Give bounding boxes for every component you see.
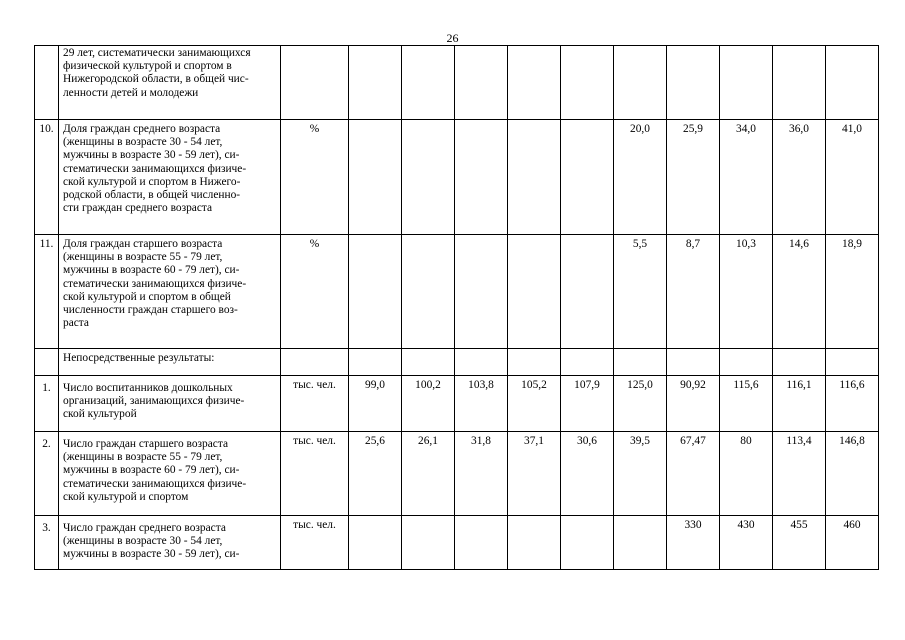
row-description: Число воспитанников дошкольных организаций, занимающихся физиче- ской культурой xyxy=(59,376,281,432)
value-cell xyxy=(773,46,826,120)
row-unit: тыс. чел. xyxy=(281,432,349,516)
row-unit xyxy=(281,349,349,376)
value-cell: 116,1 xyxy=(773,376,826,432)
value-cell xyxy=(455,46,508,120)
value-cell xyxy=(826,349,879,376)
value-cell xyxy=(402,235,455,349)
value-cell: 31,8 xyxy=(455,432,508,516)
row-number: 3. xyxy=(35,516,59,570)
row-description: Число граждан старшего возраста (женщины в возрасте 55 - 79 лет, мужчины в возрасте 60 - 79 лет), си- стематически занимающихся физиче- ской культурой и спортом xyxy=(59,432,281,516)
table-row xyxy=(35,349,879,376)
value-cell xyxy=(349,235,402,349)
value-cell xyxy=(508,46,561,120)
value-cell xyxy=(561,349,614,376)
value-cell: 116,6 xyxy=(826,376,879,432)
row-number: 1. xyxy=(35,376,59,432)
row-unit: тыс. чел. xyxy=(281,376,349,432)
row-number xyxy=(35,46,59,120)
value-cell xyxy=(402,516,455,570)
row-unit: тыс. чел. xyxy=(281,516,349,570)
value-cell: 10,3 xyxy=(720,235,773,349)
value-cell xyxy=(614,516,667,570)
value-cell xyxy=(402,120,455,235)
row-description: Доля граждан среднего возраста (женщины в возрасте 30 - 54 лет, мужчины в возрасте 30 - 59 лет), си- стематически занимающихся физиче- ской культурой и спортом в Нижего- родской области, в общей численно- сти граждан среднего возраста xyxy=(59,120,281,235)
value-cell: 105,2 xyxy=(508,376,561,432)
value-cell xyxy=(455,349,508,376)
value-cell xyxy=(508,349,561,376)
value-cell xyxy=(455,120,508,235)
value-cell: 103,8 xyxy=(455,376,508,432)
value-cell: 125,0 xyxy=(614,376,667,432)
value-cell xyxy=(773,349,826,376)
value-cell: 37,1 xyxy=(508,432,561,516)
row-number: 11. xyxy=(35,235,59,349)
value-cell: 460 xyxy=(826,516,879,570)
value-cell: 67,47 xyxy=(667,432,720,516)
table-row xyxy=(35,516,879,570)
value-cell: 18,9 xyxy=(826,235,879,349)
value-cell: 113,4 xyxy=(773,432,826,516)
value-cell xyxy=(667,46,720,120)
value-cell: 107,9 xyxy=(561,376,614,432)
value-cell: 41,0 xyxy=(826,120,879,235)
value-cell: 39,5 xyxy=(614,432,667,516)
row-description: 29 лет, систематически занимающихся физической культурой и спортом в Нижегородской области, в общей чис- ленности детей и молодежи xyxy=(59,46,281,120)
value-cell: 14,6 xyxy=(773,235,826,349)
value-cell: 430 xyxy=(720,516,773,570)
value-cell: 80 xyxy=(720,432,773,516)
value-cell: 5,5 xyxy=(614,235,667,349)
row-description: Доля граждан старшего возраста (женщины в возрасте 55 - 79 лет, мужчины в возрасте 60 - 79 лет), си- стематически занимающихся физиче- ской культурой и спортом в общей численности граждан старшего воз- раста xyxy=(59,235,281,349)
value-cell xyxy=(349,349,402,376)
value-cell: 100,2 xyxy=(402,376,455,432)
value-cell xyxy=(402,46,455,120)
value-cell xyxy=(561,120,614,235)
value-cell: 330 xyxy=(667,516,720,570)
row-description: Число граждан среднего возраста (женщины в возрасте 30 - 54 лет, мужчины в возрасте 30 - 59 лет), си- xyxy=(59,516,281,570)
value-cell xyxy=(349,120,402,235)
value-cell xyxy=(402,349,455,376)
table-row xyxy=(35,376,879,432)
value-cell xyxy=(508,235,561,349)
row-unit: % xyxy=(281,120,349,235)
value-cell: 26,1 xyxy=(402,432,455,516)
value-cell xyxy=(667,349,720,376)
value-cell: 20,0 xyxy=(614,120,667,235)
indicators-table xyxy=(34,45,879,570)
value-cell: 25,9 xyxy=(667,120,720,235)
value-cell xyxy=(561,46,614,120)
table-row xyxy=(35,120,879,235)
value-cell xyxy=(561,235,614,349)
value-cell: 25,6 xyxy=(349,432,402,516)
value-cell: 8,7 xyxy=(667,235,720,349)
value-cell xyxy=(455,235,508,349)
table-row xyxy=(35,46,879,120)
table-row xyxy=(35,235,879,349)
value-cell: 30,6 xyxy=(561,432,614,516)
value-cell xyxy=(720,46,773,120)
value-cell: 455 xyxy=(773,516,826,570)
value-cell xyxy=(349,516,402,570)
value-cell: 90,92 xyxy=(667,376,720,432)
row-number: 2. xyxy=(35,432,59,516)
value-cell xyxy=(455,516,508,570)
value-cell: 115,6 xyxy=(720,376,773,432)
value-cell: 99,0 xyxy=(349,376,402,432)
value-cell xyxy=(614,46,667,120)
row-number xyxy=(35,349,59,376)
value-cell xyxy=(508,516,561,570)
section-heading: Непосредственные результаты: xyxy=(59,349,281,376)
value-cell: 36,0 xyxy=(773,120,826,235)
value-cell xyxy=(826,46,879,120)
value-cell xyxy=(508,120,561,235)
value-cell: 146,8 xyxy=(826,432,879,516)
value-cell xyxy=(561,516,614,570)
value-cell xyxy=(614,349,667,376)
table-row xyxy=(35,432,879,516)
value-cell xyxy=(720,349,773,376)
row-unit: % xyxy=(281,235,349,349)
row-unit xyxy=(281,46,349,120)
row-number: 10. xyxy=(35,120,59,235)
value-cell: 34,0 xyxy=(720,120,773,235)
value-cell xyxy=(349,46,402,120)
page-number: 26 xyxy=(446,31,459,45)
